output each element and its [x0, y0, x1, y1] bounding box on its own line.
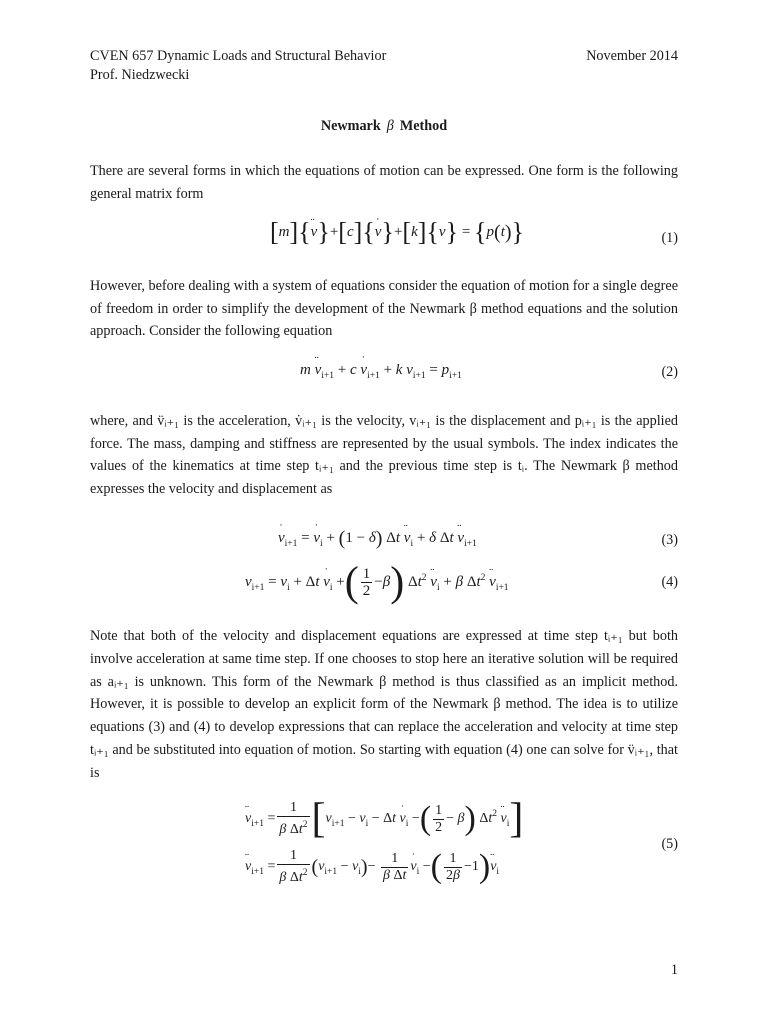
paragraph-explicit-text: Note that both of the velocity and displacement equations are expressed at time step tᵢ₊₁ but both involve acceleration at same time step. If one chooses to stop here an iterative solution will be required as aᵢ₊₁ is unknown. This form of the Newmark β method is thus classified as an implicit method. However, it is possible to develop an explicit form of the Newmark β method. The idea is to utilize equations (3) and (4) to develop expressions that can replace the acceleration and velocity at time step tᵢ₊₁ and be substituted into equation of motion. So starting with equation (4) one can solve for v̈ᵢ₊₁, that is	[90, 628, 678, 781]
equation-5	[90, 796, 678, 896]
equation-1-number: (1)	[661, 230, 678, 246]
equation-5-line-1: ¨ $v_{i+1}$ = $\frac{1}{\beta \Delta t^2}$ [$v_{i+1} - v_i - \Delta t$ ˙ $v_i$ −( $\frac{1}{2}$ − β) $\Delta t^2$ ¨ $v_i$]	[245, 800, 523, 838]
document-header	[90, 47, 678, 85]
page-title	[0, 118, 768, 135]
paragraph-definitions-text: where, and v̈ᵢ₊₁ is the acceleration, v̇ᵢ₊₁ is the velocity, vᵢ₊₁ is the displacement and pᵢ₊₁ is the applied force. The mass, damping and stiffness are represented by the usual symbols. The index indicates the values of the kinematics at time step tᵢ₊₁ and the previous time step is tᵢ. The Newmark β method expresses the velocity and displacement as	[90, 413, 678, 497]
professor-name: Prof. Niedzwecki	[90, 67, 190, 83]
paragraph-explicit	[90, 625, 678, 785]
header-date: November 2014	[586, 48, 678, 64]
equation-3-number: (3)	[661, 532, 678, 548]
title-right: Method	[399, 118, 448, 134]
equation-1	[90, 217, 678, 262]
title-beta-symbol: β	[386, 118, 394, 134]
equation-3-body: ˙ $v_{i+1}$ = ˙ $v_i + (1 - \delta)$ Δt ¨ $v_i + \delta$ Δt ¨ $v_{i+1}$	[278, 530, 477, 549]
paragraph-sdof	[90, 275, 678, 343]
equation-2-body: m ¨ $v_{i+1} + c$ ˙ $v_{i+1} + k$ $v_{i+1} = p_{i+1}$	[300, 362, 462, 381]
equation-5-line-2: ¨ $v_{i+1}$ = $\frac{1}{\beta \Delta t^2}$ $(v_{i+1} - v_i)-$ $\frac{1}{\text{β Δt}}$ ˙ $v_i$ −( $\frac{1}{2\beta}$ −1)¨ $v_i$	[245, 848, 499, 886]
equation-4	[90, 559, 678, 610]
paragraph-intro-text: There are several forms in which the equations of motion can be expressed. One form is the following general matrix form	[90, 163, 678, 202]
equation-4-number: (4)	[661, 574, 678, 590]
equation-2	[90, 362, 678, 402]
page-number: 1	[670, 962, 678, 978]
title-left: Newmark	[320, 118, 381, 134]
equation-3	[90, 528, 678, 568]
paragraph-sdof-text: However, before dealing with a system of equations consider the equation of motion for a single degree of freedom in order to simplify the development of the Newmark β method equations and the solution approach. Consider the following equation	[90, 278, 678, 340]
course-title: CVEN 657 Dynamic Loads and Structural Behavior	[90, 48, 387, 64]
paragraph-definitions	[90, 410, 678, 500]
equation-5-number: (5)	[661, 836, 678, 852]
equation-2-number: (2)	[661, 364, 678, 380]
paragraph-intro	[90, 160, 678, 205]
equation-4-body: $v_{i+1} = v_i + \Delta t$ ˙ $v_i$ +( $\frac{1}{2}$ −β) $\Delta t^2$ ¨ $v_i + \beta$ $\Delta t^2$ ¨ $v_{i+1}$	[245, 566, 509, 599]
equation-1-body: [m]{¨ v}+[c]{˙ v}+[k]{v} = {p(t)}	[270, 224, 524, 241]
